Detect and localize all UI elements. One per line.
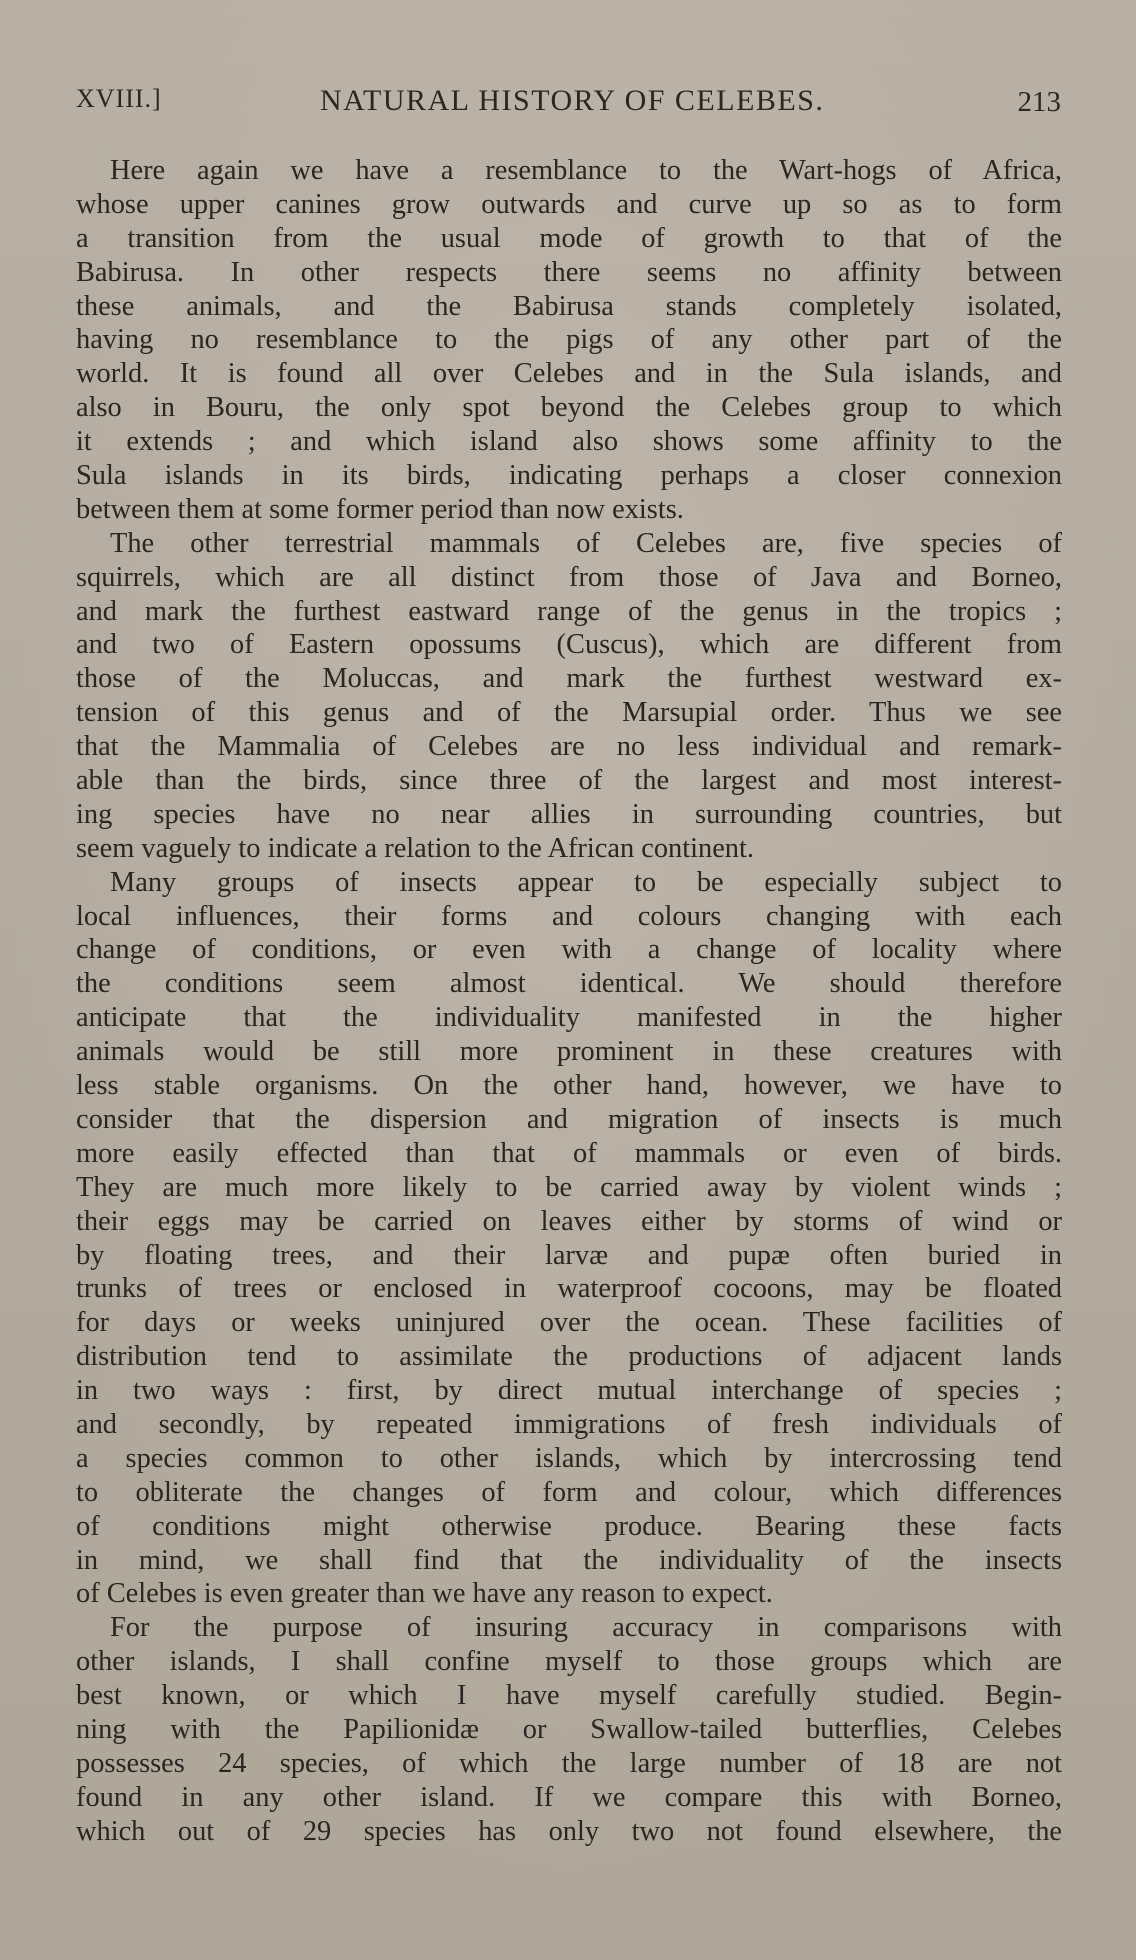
text-line: of conditions might otherwise produce. Bearing these facts [76, 1510, 1062, 1542]
text-line: and secondly, by repeated immigrations of fresh individuals of [76, 1408, 1062, 1440]
text-line: in mind, we shall find that the individuality of the insects [76, 1544, 1062, 1576]
text-line: it extends ; and which island also shows some affinity to the [76, 426, 1062, 458]
text-line: in two ways : first, by direct mutual interchange of species ; [76, 1375, 1062, 1407]
text-line: trunks of trees or enclosed in waterproof cocoons, may be floated [76, 1273, 1062, 1305]
text-line: Many groups of insects appear to be especially subject to [110, 866, 1062, 898]
text-line: having no resemblance to the pigs of any other part of the [76, 324, 1062, 356]
text-line: and mark the furthest eastward range of the genus in the tropics ; [76, 595, 1062, 627]
text-line: for days or weeks uninjured over the ocean. These facilities of [76, 1307, 1062, 1339]
text-line: and two of Eastern opossums (Cuscus), which are different from [76, 629, 1062, 661]
text-line: whose upper canines grow outwards and curve up so as to form [76, 188, 1062, 220]
text-line: local influences, their forms and colours changing with each [76, 900, 1062, 932]
text-line: Sula islands in its birds, indicating perhaps a closer connexion [76, 460, 1062, 492]
text-line: squirrels, which are all distinct from those of Java and Borneo, [76, 561, 1062, 593]
text-line: seem vaguely to indicate a relation to the African continent. [76, 832, 754, 864]
text-line: between them at some former period than now exists. [76, 493, 684, 525]
text-line: a transition from the usual mode of growth to that of the [76, 222, 1062, 254]
running-title: NATURAL HISTORY OF CELEBES. [320, 84, 825, 117]
running-head [76, 84, 1061, 124]
text-line: world. It is found all over Celebes and in the Sula islands, and [76, 358, 1062, 390]
text-line: those of the Moluccas, and mark the furthest westward ex- [76, 663, 1062, 695]
text-line: found in any other island. If we compare this with Borneo, [76, 1781, 1062, 1813]
text-line: less stable organisms. On the other hand, however, we have to [76, 1070, 1062, 1102]
text-line: anticipate that the individuality manifested in the higher [76, 1002, 1062, 1034]
text-line: For the purpose of insuring accuracy in comparisons with [110, 1612, 1062, 1644]
text-line: that the Mammalia of Celebes are no less individual and remark- [76, 731, 1062, 763]
text-line: the conditions seem almost identical. We should therefore [76, 968, 1062, 1000]
page-number: 213 [1017, 86, 1061, 118]
text-line: ning with the Papilionidæ or Swallow-tailed butterflies, Celebes [76, 1713, 1062, 1745]
text-line: change of conditions, or even with a change of locality where [76, 934, 1062, 966]
text-line: also in Bouru, the only spot beyond the Celebes group to which [76, 392, 1062, 424]
text-line: consider that the dispersion and migration of insects is much [76, 1103, 1062, 1135]
body-text [76, 154, 1062, 1849]
text-line: able than the birds, since three of the largest and most interest- [76, 765, 1062, 797]
text-line: these animals, and the Babirusa stands completely isolated, [76, 290, 1062, 322]
text-line: possesses 24 species, of which the large number of 18 are not [76, 1747, 1062, 1779]
text-line: They are much more likely to be carried away by violent winds ; [76, 1171, 1062, 1203]
text-line: Babirusa. In other respects there seems no affinity between [76, 256, 1062, 288]
text-line: tension of this genus and of the Marsupial order. Thus we see [76, 697, 1062, 729]
text-line: to obliterate the changes of form and colour, which differences [76, 1476, 1062, 1508]
text-line: by floating trees, and their larvæ and pupæ often buried in [76, 1239, 1062, 1271]
text-line: best known, or which I have myself carefully studied. Begin- [76, 1680, 1062, 1712]
text-line: other islands, I shall confine myself to those groups which are [76, 1646, 1062, 1678]
text-line: a species common to other islands, which by intercrossing tend [76, 1442, 1062, 1474]
text-line: more easily effected than that of mammals or even of birds. [76, 1137, 1062, 1169]
text-line: which out of 29 species has only two not found elsewhere, the [76, 1815, 1062, 1847]
chapter-marker: XVIII.] [76, 84, 162, 113]
text-line: ing species have no near allies in surrounding countries, but [76, 798, 1062, 830]
text-line: animals would be still more prominent in these creatures with [76, 1036, 1062, 1068]
text-line: The other terrestrial mammals of Celebes are, five species of [110, 527, 1062, 559]
text-line: of Celebes is even greater than we have any reason to expect. [76, 1578, 773, 1610]
text-line: their eggs may be carried on leaves either by storms of wind or [76, 1205, 1062, 1237]
text-line: Here again we have a resemblance to the Wart-hogs of Africa, [110, 155, 1062, 186]
text-line: distribution tend to assimilate the productions of adjacent lands [76, 1341, 1062, 1373]
